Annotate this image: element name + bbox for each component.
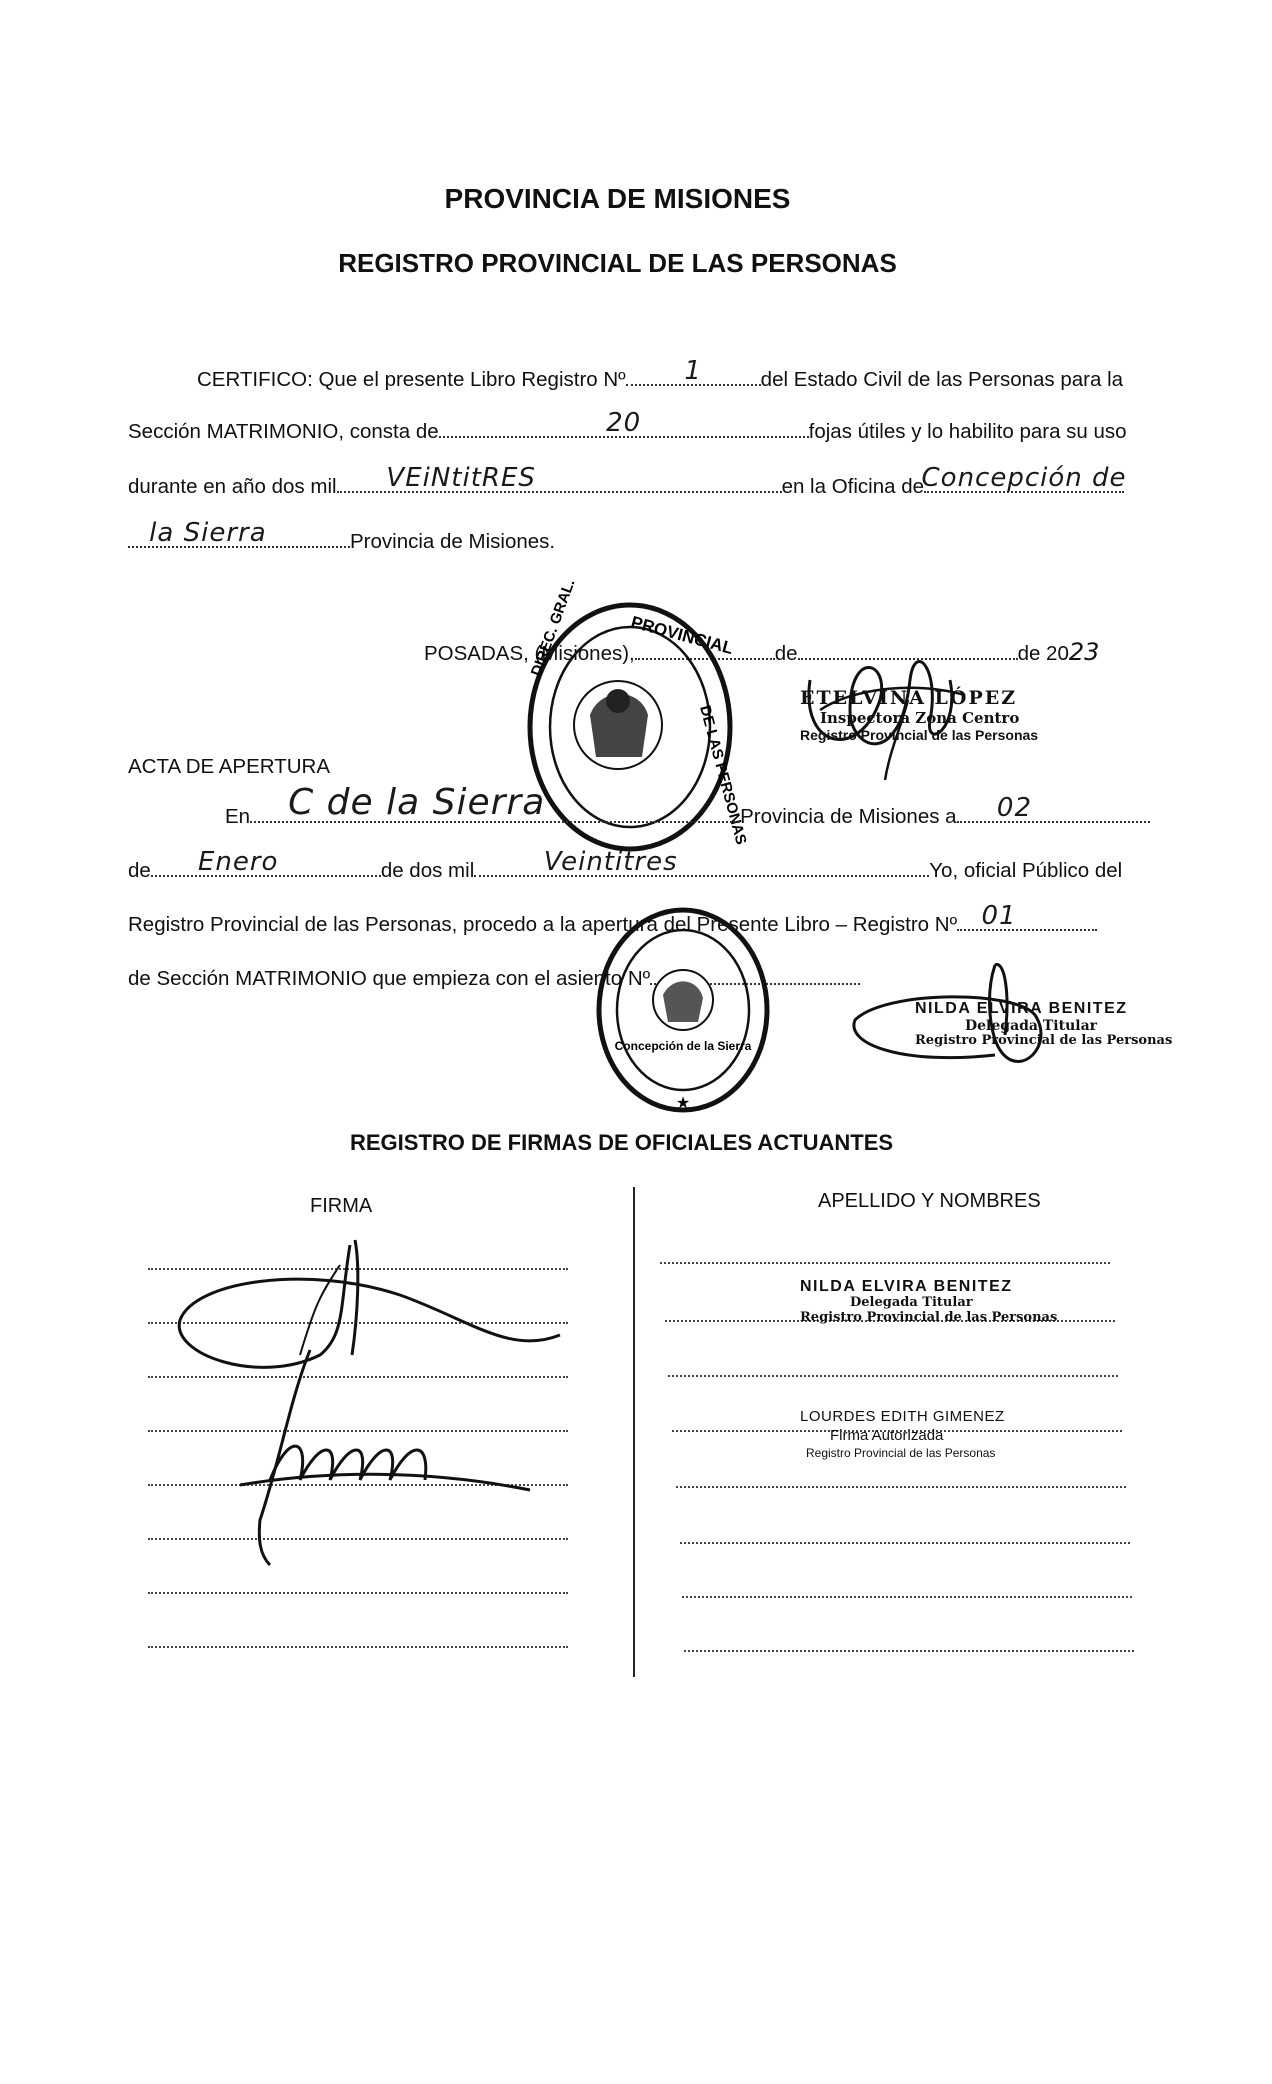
name-line — [668, 1375, 1118, 1377]
cert-text: del Estado Civil de las Personas para la — [760, 368, 1124, 391]
handwritten-number: 20 — [606, 408, 642, 438]
handwritten-text: la Sierra — [149, 518, 267, 548]
filled-field — [439, 408, 809, 438]
filled-field — [626, 356, 761, 386]
name-line — [682, 1596, 1132, 1598]
entry-role: Firma Autorizada — [830, 1426, 944, 1444]
column-firma: FIRMA — [310, 1195, 373, 1217]
handwritten-year: Veintitres — [543, 847, 678, 877]
acta-text: de dos mil — [380, 859, 475, 882]
cert-line-1 — [197, 356, 1124, 392]
acta-text: de — [128, 859, 151, 882]
name-line — [676, 1486, 1126, 1488]
nilda-stamp — [915, 1000, 1172, 1049]
handwritten-text: VEiNtitRES — [386, 463, 536, 493]
entry-name: LOURDES EDITH GIMENEZ — [800, 1408, 1005, 1425]
handwritten-day: 02 — [996, 793, 1033, 823]
cert-line-3 — [128, 463, 1127, 499]
entry-name: NILDA ELVIRA BENITEZ — [800, 1278, 1013, 1295]
acta-line-2 — [128, 847, 1123, 883]
cert-line-4 — [128, 518, 556, 554]
svg-text:PROVINCIAL: PROVINCIAL — [628, 612, 736, 658]
handwritten-place: C de la Sierra — [288, 782, 546, 823]
acta-text: Provincia de Misiones a — [740, 805, 957, 828]
stamp-name: NILDA ELVIRA BENITEZ — [915, 1000, 1128, 1017]
cert-text: de — [774, 642, 798, 665]
stamp-name: ETELVINA LÓPEZ — [800, 687, 1018, 709]
acta-line-1 — [225, 782, 1150, 829]
handwritten-year: 23 — [1068, 638, 1100, 666]
filled-field — [957, 793, 1150, 823]
column-divider — [633, 1187, 635, 1677]
cert-text: durante en año dos mil — [128, 475, 337, 498]
document-title: PROVINCIA DE MISIONES — [444, 183, 791, 214]
filled-field — [250, 782, 740, 823]
stamp-org: Registro Provincial de las Personas — [800, 727, 1039, 744]
acta-text: En — [225, 805, 251, 828]
svg-text:★: ★ — [675, 1095, 691, 1112]
signature-line — [148, 1646, 568, 1648]
cert-text: Provincia de Misiones. — [350, 530, 556, 553]
firmas-heading: REGISTRO DE FIRMAS DE OFICIALES ACTUANTES — [350, 1130, 894, 1155]
cert-line-2 — [128, 408, 1127, 444]
stamp-role: Delegada Titular — [965, 1018, 1098, 1035]
entry-org: Registro Provincial de las Personas — [800, 1310, 1058, 1326]
place-text: POSADAS, (Misiones), — [424, 642, 635, 665]
cert-text: de 20 — [1017, 642, 1069, 665]
svg-text:Concepción de la Sierra: Concepción de la Sierra — [614, 1039, 752, 1053]
signature-lopez — [790, 610, 970, 800]
acta-text: Registro Provincial de las Personas, procedo a la apertura del Presente Libro – Registro Nº — [128, 913, 958, 936]
firmas-entry-2 — [800, 1408, 1005, 1461]
entry-org: Registro Provincial de las Personas — [806, 1445, 996, 1460]
filled-field — [151, 847, 381, 877]
handwritten-month: Enero — [197, 847, 279, 877]
filled-field — [128, 518, 350, 548]
cert-text: CERTIFICO: Que el presente Libro Registro Nº — [197, 368, 626, 391]
stamp-role: Inspectora Zona Centro — [820, 708, 1020, 727]
filled-field — [337, 463, 782, 493]
cert-text: en la Oficina de — [781, 475, 925, 498]
column-apellido-nombres: APELLIDO Y NOMBRES — [818, 1190, 1041, 1212]
acta-text: Yo, oficial Público del — [929, 859, 1123, 882]
name-line — [680, 1542, 1130, 1544]
filled-field — [474, 847, 929, 877]
cert-text: Sección MATRIMONIO, consta de — [128, 420, 439, 443]
cert-text: fojas útiles y lo habilito para su uso — [808, 420, 1127, 443]
signature-line — [148, 1592, 568, 1594]
svg-text:DE LAS PERSONAS: DE LAS PERSONAS — [696, 703, 750, 847]
delegation-seal-icon — [588, 900, 778, 1120]
filled-field — [921, 463, 1127, 493]
svg-text:DIREC. GRAL.: DIREC. GRAL. — [527, 577, 579, 679]
filled-field — [957, 901, 1097, 931]
handwritten-text: Concepción de — [921, 463, 1127, 493]
firmas-entry-1 — [800, 1278, 1057, 1326]
signature-firma-2 — [230, 1340, 550, 1570]
entry-role: Delegada Titular — [850, 1295, 973, 1311]
name-line — [684, 1650, 1134, 1652]
document-subtitle: REGISTRO PROVINCIAL DE LAS PERSONAS — [338, 248, 897, 278]
acta-heading: ACTA DE APERTURA — [128, 755, 331, 778]
handwritten-number: 01 — [981, 901, 1017, 931]
name-line — [660, 1262, 1110, 1264]
stamp-org: Registro Provincial de las Personas — [915, 1033, 1173, 1049]
handwritten-number: 1 — [684, 356, 702, 386]
acta-text: de Sección MATRIMONIO que empieza con el asiento Nº — [128, 967, 651, 990]
